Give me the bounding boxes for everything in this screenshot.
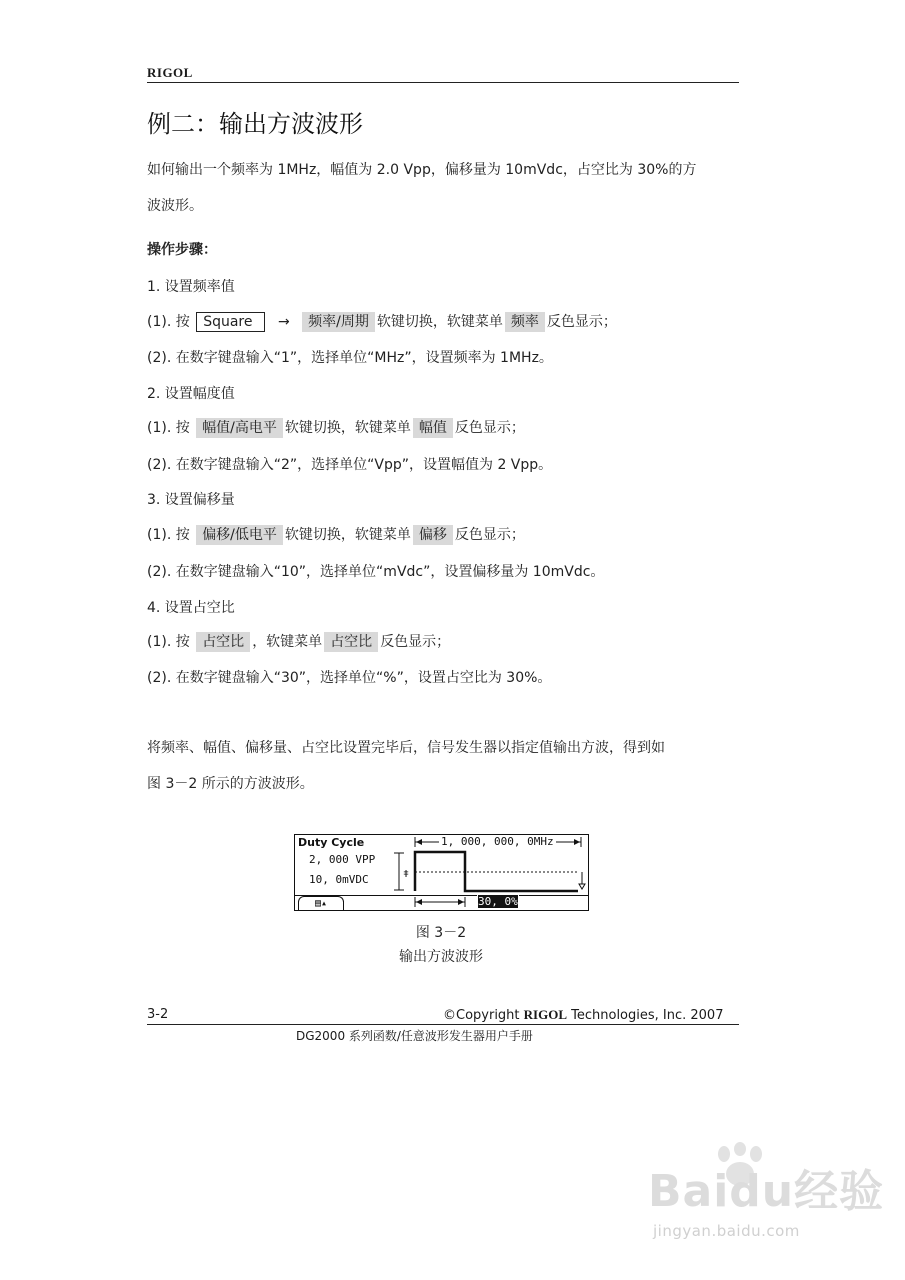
duty-highlight: 30 bbox=[478, 895, 492, 908]
step3-a-prefix: (1). 按 bbox=[147, 527, 190, 543]
steps-heading: 操作步骤： bbox=[147, 242, 217, 258]
footer-page-number: 3-2 bbox=[147, 1007, 169, 1022]
duty-softkey: 占空比 bbox=[196, 632, 250, 652]
step4-a-mid: ，软键菜单 bbox=[252, 634, 323, 650]
amp-high-softkey: 幅值/高电平 bbox=[196, 418, 283, 438]
step2-instruction-b: (2). 在数字键盘输入“2”，选择单位“Vpp”，设置幅值为 2 Vpp。 bbox=[147, 457, 553, 473]
step2-a-suffix: 反色显示； bbox=[454, 420, 525, 436]
screen-offset: 10, 0mVDC bbox=[309, 873, 369, 886]
step2-a-prefix: (1). 按 bbox=[147, 420, 190, 436]
step3-a-mid: 软键切换，软键菜单 bbox=[284, 527, 411, 543]
step2-instruction-a bbox=[147, 418, 525, 438]
duty-rest: , 0% bbox=[491, 895, 518, 908]
page-icon: ▤▴ bbox=[314, 898, 328, 909]
step1-a-prefix: (1). 按 bbox=[147, 314, 190, 330]
step1-a-suffix: 反色显示； bbox=[546, 314, 617, 330]
screen-duty-value bbox=[477, 895, 519, 908]
step3-instruction-b: (2). 在数字键盘输入“10”，选择单位“mVdc”，设置偏移量为 10mVdc。 bbox=[147, 564, 605, 580]
offset-low-softkey: 偏移/低电平 bbox=[196, 525, 283, 545]
intro-line-2: 波波形。 bbox=[147, 198, 203, 214]
step3-heading: 3. 设置偏移量 bbox=[147, 492, 235, 508]
screen-amplitude: 2, 000 VPP bbox=[309, 853, 376, 866]
step4-instruction-b: (2). 在数字键盘输入“30”，选择单位“%”，设置占空比为 30%。 bbox=[147, 670, 552, 686]
header-rule bbox=[147, 82, 739, 83]
step4-a-prefix: (1). 按 bbox=[147, 634, 190, 650]
step1-a-mid: 软键切换，软键菜单 bbox=[376, 314, 503, 330]
step2-heading: 2. 设置幅度值 bbox=[147, 386, 235, 402]
figure-caption-number: 图 3－2 bbox=[415, 925, 467, 941]
footer-rule bbox=[147, 1024, 739, 1025]
watermark-url: jingyan.baidu.com bbox=[653, 1222, 800, 1240]
summary-line-2: 图 3－2 所示的方波波形。 bbox=[147, 776, 314, 792]
intro-line-1: 如何输出一个频率为 1MHz，幅值为 2.0 Vpp，偏移量为 10mVdc，占空比为 30%的方 bbox=[147, 162, 697, 178]
generator-screen bbox=[294, 834, 589, 911]
step4-heading: 4. 设置占空比 bbox=[147, 600, 235, 616]
step3-a-suffix: 反色显示； bbox=[454, 527, 525, 543]
figure-caption-title: 输出方波波形 bbox=[399, 949, 483, 965]
step3-instruction-a bbox=[147, 525, 525, 545]
duty-menu-label: 占空比 bbox=[324, 632, 378, 652]
step2-a-mid: 软键切换，软键菜单 bbox=[284, 420, 411, 436]
square-key: Square bbox=[196, 312, 265, 332]
step1-instruction-a bbox=[147, 312, 617, 332]
arrow-icon: → bbox=[277, 314, 290, 330]
header-brand: RIGOL bbox=[147, 65, 193, 80]
copyright-suffix: Technologies, Inc. 2007 bbox=[567, 1008, 724, 1023]
step1-heading: 1. 设置频率值 bbox=[147, 279, 235, 295]
page-title: 例二：输出方波波形 bbox=[147, 110, 363, 138]
offset-menu-label: 偏移 bbox=[413, 525, 453, 545]
screen-title: Duty Cycle bbox=[298, 836, 365, 849]
copyright-prefix: ©Copyright bbox=[443, 1008, 524, 1023]
freq-period-softkey: 频率/周期 bbox=[302, 312, 375, 332]
watermark-logo: Baidu经验 bbox=[648, 1166, 885, 1217]
step4-a-suffix: 反色显示； bbox=[380, 634, 451, 650]
screen-menu-tab bbox=[298, 896, 344, 911]
step1-instruction-b: (2). 在数字键盘输入“1”，选择单位“MHz”，设置频率为 1MHz。 bbox=[147, 350, 553, 366]
screen-frequency: 1, 000, 000, 0MHz bbox=[441, 835, 554, 848]
freq-menu-label: 频率 bbox=[505, 312, 545, 332]
step4-instruction-a bbox=[147, 632, 450, 652]
amp-menu-label: 幅值 bbox=[413, 418, 453, 438]
svg-text:ǂ: ǂ bbox=[403, 869, 410, 880]
footer-copyright bbox=[443, 1007, 723, 1023]
copyright-brand: RIGOL bbox=[523, 1007, 567, 1022]
summary-line-1: 将频率、幅值、偏移量、占空比设置完毕后，信号发生器以指定值输出方波，得到如 bbox=[147, 740, 665, 756]
footer-manual-title: DG2000 系列函数/任意波形发生器用户手册 bbox=[296, 1029, 533, 1043]
